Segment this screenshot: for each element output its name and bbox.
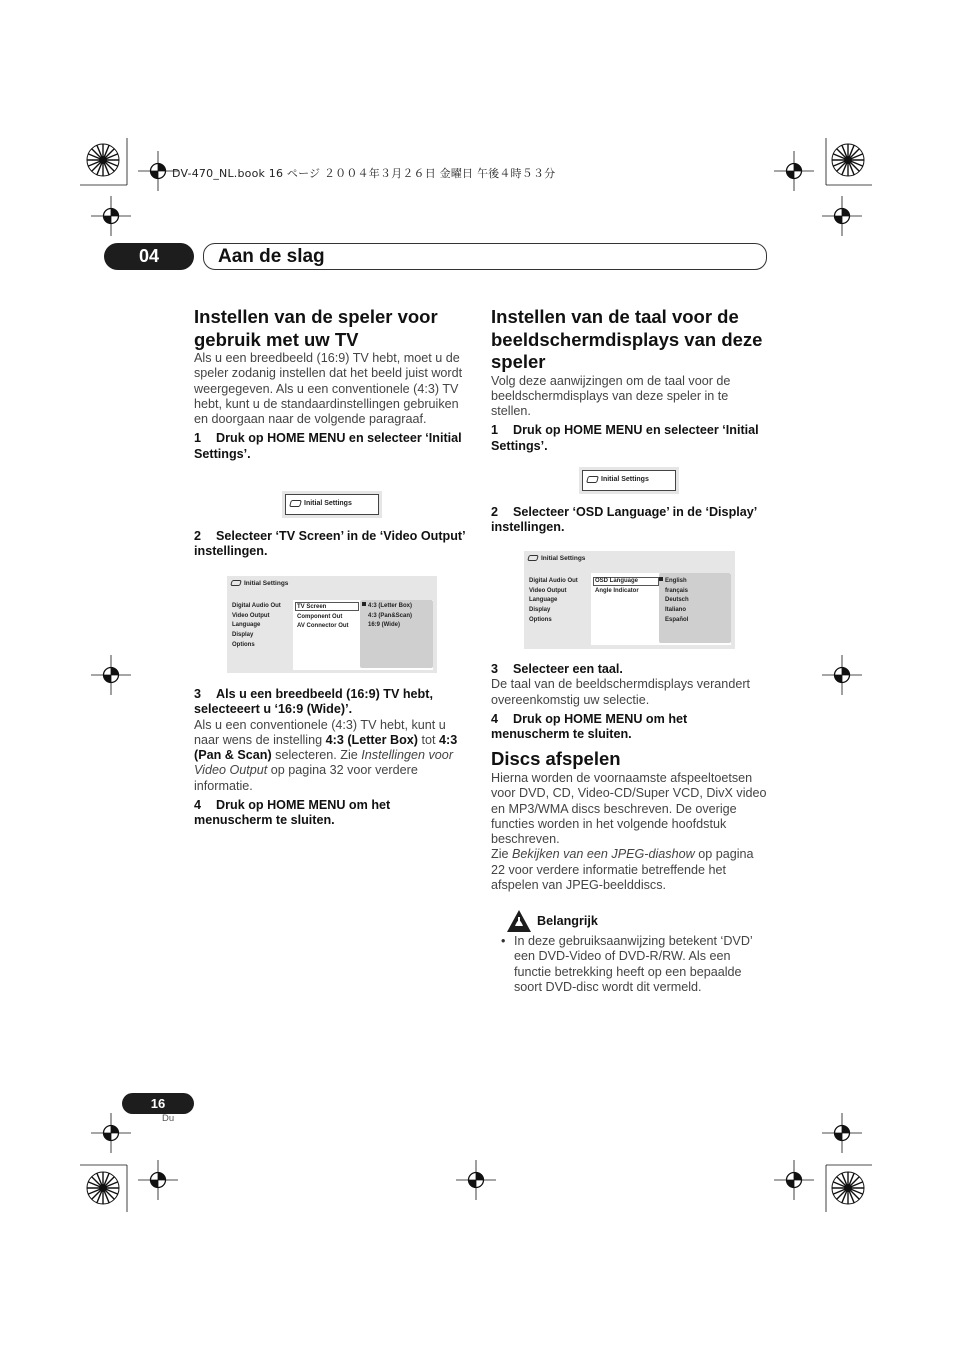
right-steps-3-4 bbox=[491, 662, 767, 893]
left-step-2-wrap bbox=[194, 529, 470, 560]
step-3-body: De taal van de beeldschermdisplays verandert overeenkomstig uw selectie. bbox=[491, 677, 751, 707]
step-3: 3 Als u een breedbeeld (16:9) TV hebt, selecteeert u ‘16:9 (Wide)’. bbox=[194, 687, 433, 717]
menu-list: Digital Audio Out Video Output Language Display Options bbox=[232, 603, 281, 648]
registration-mark-icon bbox=[91, 196, 131, 236]
important-list bbox=[491, 934, 771, 995]
step-2: 2 Selecteer ‘TV Screen’ in de ‘Video Output’ instellingen. bbox=[194, 529, 465, 559]
left-column bbox=[194, 306, 470, 462]
menu-list: Digital Audio Out Video Output Language Display Options bbox=[529, 578, 578, 623]
intro-paragraph: Volg deze aanwijzingen om de taal voor de beeldschermdisplays van deze speler in te stellen. bbox=[491, 373, 731, 419]
section-heading: Instellen van de taal voor de beeldschermdisplays van deze speler bbox=[491, 306, 763, 372]
print-file-info: DV-470_NL.book 16 ページ ２００４年３月２６日 金曜日 午後４時５３分 bbox=[172, 167, 556, 180]
registration-mark-icon bbox=[456, 1160, 496, 1200]
submenu-list: OSD Language Angle Indicator bbox=[595, 578, 639, 594]
screen-initial-settings-tab: Initial Settings bbox=[282, 491, 382, 518]
section-heading-discs: Discs afspelen bbox=[491, 748, 621, 770]
intro-paragraph: Als u een breedbeeld (16:9) TV hebt, moet u de speler zodanig instellen dat het beeld juist wordt weergegeven. Als u een conventionele (4:3) TV hebt, kunt u de standaardinstellingen gebruiken en doorgaan naar de volgende paragraaf. bbox=[194, 351, 463, 427]
chapter-title: Aan de slag bbox=[218, 246, 325, 267]
settings-icon bbox=[527, 555, 539, 561]
page-language: Du bbox=[162, 1113, 175, 1124]
registration-mark-icon bbox=[822, 1113, 862, 1153]
registration-mark-icon bbox=[774, 1160, 814, 1200]
settings-icon bbox=[586, 476, 599, 483]
step-4: 4 Druk op HOME MENU om het menuscherm te sluiten. bbox=[194, 798, 391, 828]
step-2: 2 Selecteer ‘OSD Language’ in de ‘Display’ instellingen. bbox=[491, 505, 757, 535]
registration-mark-icon bbox=[774, 151, 814, 191]
step-4: 4 Druk op HOME MENU om het menuscherm te sluiten. bbox=[491, 711, 688, 742]
registration-mark-icon bbox=[822, 196, 862, 236]
screen-video-output-menu: Initial Settings Digital Audio Out Video Output Language Display Options TV Screen Component Out AV Connector Out 4:3 (Letter Box) 4:3 (Pan&Scan) 16:9 (Wide) bbox=[227, 576, 437, 673]
submenu-list: TV Screen Component Out AV Connector Out bbox=[297, 604, 349, 630]
star-target-icon bbox=[87, 1172, 119, 1204]
registration-mark-icon bbox=[91, 1113, 131, 1153]
right-column bbox=[491, 306, 767, 454]
step-3: 3 Selecteer een taal. bbox=[491, 662, 623, 676]
section-heading: Instellen van de speler voor gebruik met uw TV bbox=[194, 306, 438, 350]
registration-mark-icon bbox=[138, 1160, 178, 1200]
right-step-2-wrap bbox=[491, 505, 767, 536]
option-list: 4:3 (Letter Box) 4:3 (Pan&Scan) 16:9 (Wide) bbox=[362, 602, 412, 631]
settings-icon bbox=[230, 580, 242, 586]
registration-mark-icon bbox=[91, 655, 131, 695]
list-item: • In deze gebruiksaanwijzing betekent ‘DVD’ een DVD-Video of DVD-R/RW. Als een functie betrekking heeft op een bepaalde soort DVD-disc wordt dit vermeld. bbox=[491, 934, 771, 995]
warning-icon bbox=[506, 909, 532, 933]
chapter-number: 04 bbox=[104, 243, 194, 270]
star-target-icon bbox=[87, 144, 119, 176]
step-3-body: Als u een conventionele (4:3) TV hebt, kunt u naar wens de instelling 4:3 (Letter Box) tot 4:3 (Pan & Scan) selecteren. Zie Instellingen voor Video Output op pagina 32 voor verdere informatie. bbox=[194, 717, 458, 793]
settings-icon bbox=[289, 500, 302, 507]
discs-reference: Zie Bekijken van een JPEG-diashow op pagina 22 voor verdere informatie betreffende het afspelen van JPEG-beelddiscs. bbox=[491, 847, 754, 893]
chapter-title-box bbox=[203, 243, 767, 270]
step-1: 1 Druk op HOME MENU en selecteer ‘Initial Settings’. bbox=[491, 423, 759, 453]
star-target-icon bbox=[832, 1172, 864, 1204]
option-list: English français Deutsch Italiano Español bbox=[659, 577, 689, 626]
screen-initial-settings-tab: Initial Settings bbox=[579, 467, 679, 494]
important-title: Belangrijk bbox=[537, 914, 598, 928]
screen-display-osd-menu: Initial Settings Digital Audio Out Video Output Language Display Options OSD Language Angle Indicator English français Deutsch Italiano Español bbox=[524, 551, 735, 649]
step-1: 1 Druk op HOME MENU en selecteer ‘Initial Settings’. bbox=[194, 431, 462, 461]
registration-mark-icon bbox=[822, 655, 862, 695]
page-number: 16 bbox=[122, 1093, 194, 1114]
star-target-icon bbox=[832, 144, 864, 176]
left-steps-3-4 bbox=[194, 687, 470, 829]
discs-paragraph: Hierna worden de voornaamste afspeeltoetsen voor DVD, CD, Video-CD/Super VCD, DivX video en MP3/WMA discs beschreven. De overige functies worden in het volgende hoofdstuk beschreven. bbox=[491, 770, 767, 847]
